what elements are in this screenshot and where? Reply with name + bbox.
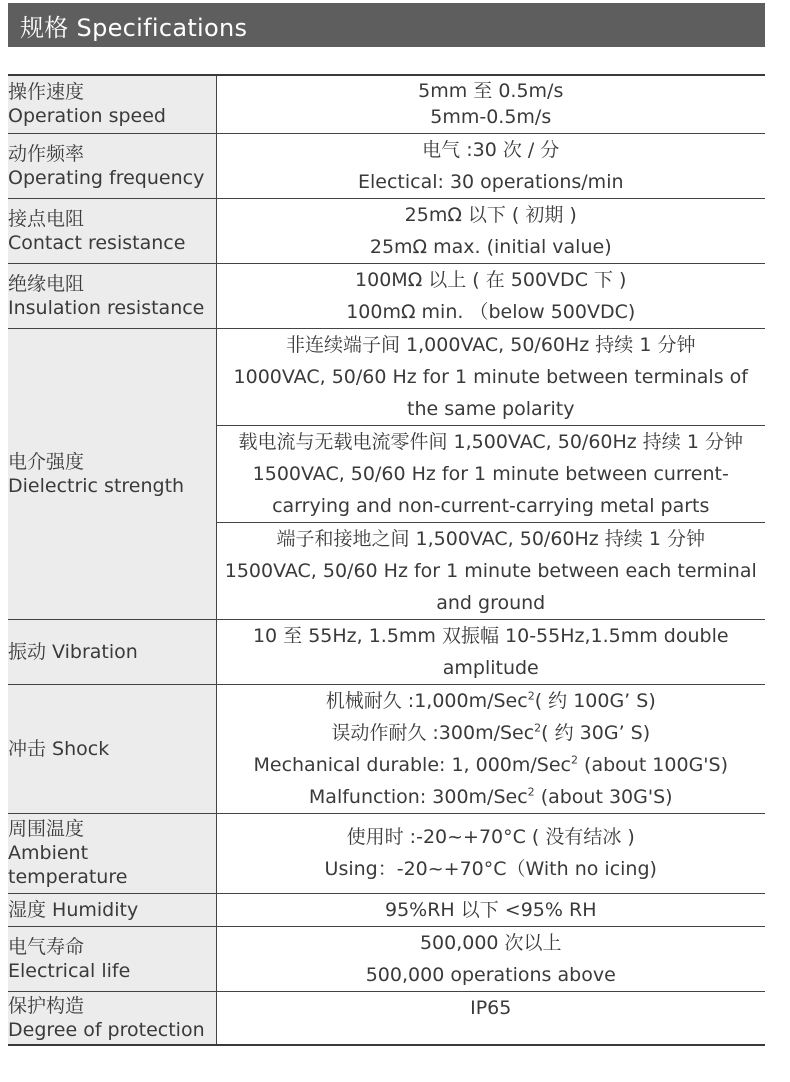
value-line: 95%RH 以下 <95% RH: [385, 898, 597, 921]
value-line: 端子和接地之间 1,500VAC, 50/60Hz 持续 1 分钟: [276, 527, 705, 550]
value-line: 10 至 55Hz, 1.5mm 双振幅 10-55Hz,1.5mm double amplitude: [252, 624, 729, 679]
shock-line: Mechanical durable: 1, 000m/Sec$^2$ (about 100G'S): [253, 753, 728, 776]
section-title: 规格 Specifications: [20, 13, 248, 42]
value-shock: [216, 684, 765, 813]
row-vibration: [8, 619, 765, 684]
value-line: 100mΩ min. （below 500VDC): [346, 300, 636, 323]
value-ambient-temperature: [216, 813, 765, 893]
label-cn: 绝缘电阻: [8, 272, 85, 295]
dielectric-block: [217, 329, 766, 426]
label-shock: [8, 684, 216, 813]
value-line: 使用时 :-20~+70°C ( 没有结冰 ): [346, 826, 635, 848]
label-cn: 动作频率: [8, 142, 85, 165]
row-insulation-resistance: [8, 263, 765, 328]
value-degree-of-protection: [216, 991, 765, 1045]
specifications-table: [8, 74, 765, 1046]
dielectric-block: [217, 523, 766, 619]
value-line: 1500VAC, 50/60 Hz for 1 minute between current-carrying and non-current-carrying metal parts: [252, 462, 729, 517]
value-line: 25mΩ 以下 ( 初期 ): [404, 203, 577, 226]
value-line: Electical: 30 operations/min: [357, 170, 624, 193]
label-insulation-resistance: [8, 263, 216, 328]
label-cn: 操作速度: [8, 81, 85, 104]
shock-line: Malfunction: 300m/Sec$^2$ (about 30G'S): [308, 785, 673, 808]
row-dielectric-strength: [8, 328, 765, 619]
label-text: 湿度 Humidity: [8, 898, 139, 921]
label-cn: 周围温度: [8, 818, 85, 840]
value-humidity: [216, 893, 765, 926]
value-operation-speed: [216, 75, 765, 133]
label-contact-resistance: [8, 198, 216, 263]
shock-line: 机械耐久 :1,000m/Sec$^2$( 约 100G’ S): [325, 689, 656, 712]
label-ambient-temperature: [8, 813, 216, 893]
label-electrical-life: [8, 926, 216, 991]
value-dielectric-strength: [216, 328, 765, 619]
row-operating-frequency: [8, 133, 765, 198]
label-cn: 电气寿命: [8, 935, 85, 958]
value-operating-frequency: [216, 133, 765, 198]
shock-line: 误动作耐久 :300m/Sec$^2$( 约 30G’ S): [331, 721, 651, 744]
value-line: 5mm-0.5m/s: [430, 106, 552, 129]
label-en: Electrical life: [8, 959, 131, 982]
label-vibration: [8, 619, 216, 684]
value-vibration: [216, 619, 765, 684]
value-line: IP65: [470, 996, 512, 1019]
row-humidity: [8, 893, 765, 926]
value-line: 非连续端子间 1,000VAC, 50/60Hz 持续 1 分钟: [286, 333, 696, 356]
label-degree-of-protection: [8, 991, 216, 1045]
value-line: 载电流与无载电流零件间 1,500VAC, 50/60Hz 持续 1 分钟: [238, 430, 743, 453]
value-line: 1500VAC, 50/60 Hz for 1 minute between each terminal and ground: [224, 559, 757, 614]
value-electrical-life: [216, 926, 765, 991]
row-ambient-temperature: [8, 813, 765, 893]
label-humidity: [8, 893, 216, 926]
label-cn: 保护构造: [8, 994, 85, 1017]
value-line: 1000VAC, 50/60 Hz for 1 minute between terminals of the same polarity: [233, 365, 748, 420]
label-en: Insulation resistance: [8, 296, 205, 319]
value-contact-resistance: [216, 198, 765, 263]
value-line: 500,000 operations above: [365, 963, 616, 986]
row-operation-speed: [8, 75, 765, 133]
label-en: Operating frequency: [8, 166, 205, 189]
value-line: Using：-20~+70°C（With no icing): [324, 858, 657, 880]
row-shock: [8, 684, 765, 813]
label-en: Ambient: [8, 842, 89, 864]
row-degree-of-protection: [8, 991, 765, 1045]
label-operating-frequency: [8, 133, 216, 198]
label-text: 振动 Vibration: [8, 640, 138, 663]
row-contact-resistance: [8, 198, 765, 263]
label-dielectric-strength: [8, 328, 216, 619]
value-line: 5mm 至 0.5m/s: [418, 80, 564, 103]
label-en: Dielectric strength: [8, 474, 185, 497]
dielectric-block: [217, 426, 766, 523]
value-line: 25mΩ max. (initial value): [369, 235, 612, 258]
label-en: temperature: [8, 866, 128, 888]
value-line: 电气 :30 次 / 分: [422, 138, 560, 161]
row-electrical-life: [8, 926, 765, 991]
label-text: 冲击 Shock: [8, 737, 110, 760]
label-operation-speed: [8, 75, 216, 133]
value-line: 500,000 次以上: [419, 931, 562, 954]
label-cn: 电介强度: [8, 450, 85, 473]
value-line: 100MΩ 以上 ( 在 500VDC 下 ): [355, 268, 627, 291]
label-en: Contact resistance: [8, 231, 186, 254]
label-en: Operation speed: [8, 105, 166, 128]
label-en: Degree of protection: [8, 1018, 205, 1041]
value-insulation-resistance: [216, 263, 765, 328]
section-header: [8, 3, 765, 47]
label-cn: 接点电阻: [8, 207, 85, 230]
